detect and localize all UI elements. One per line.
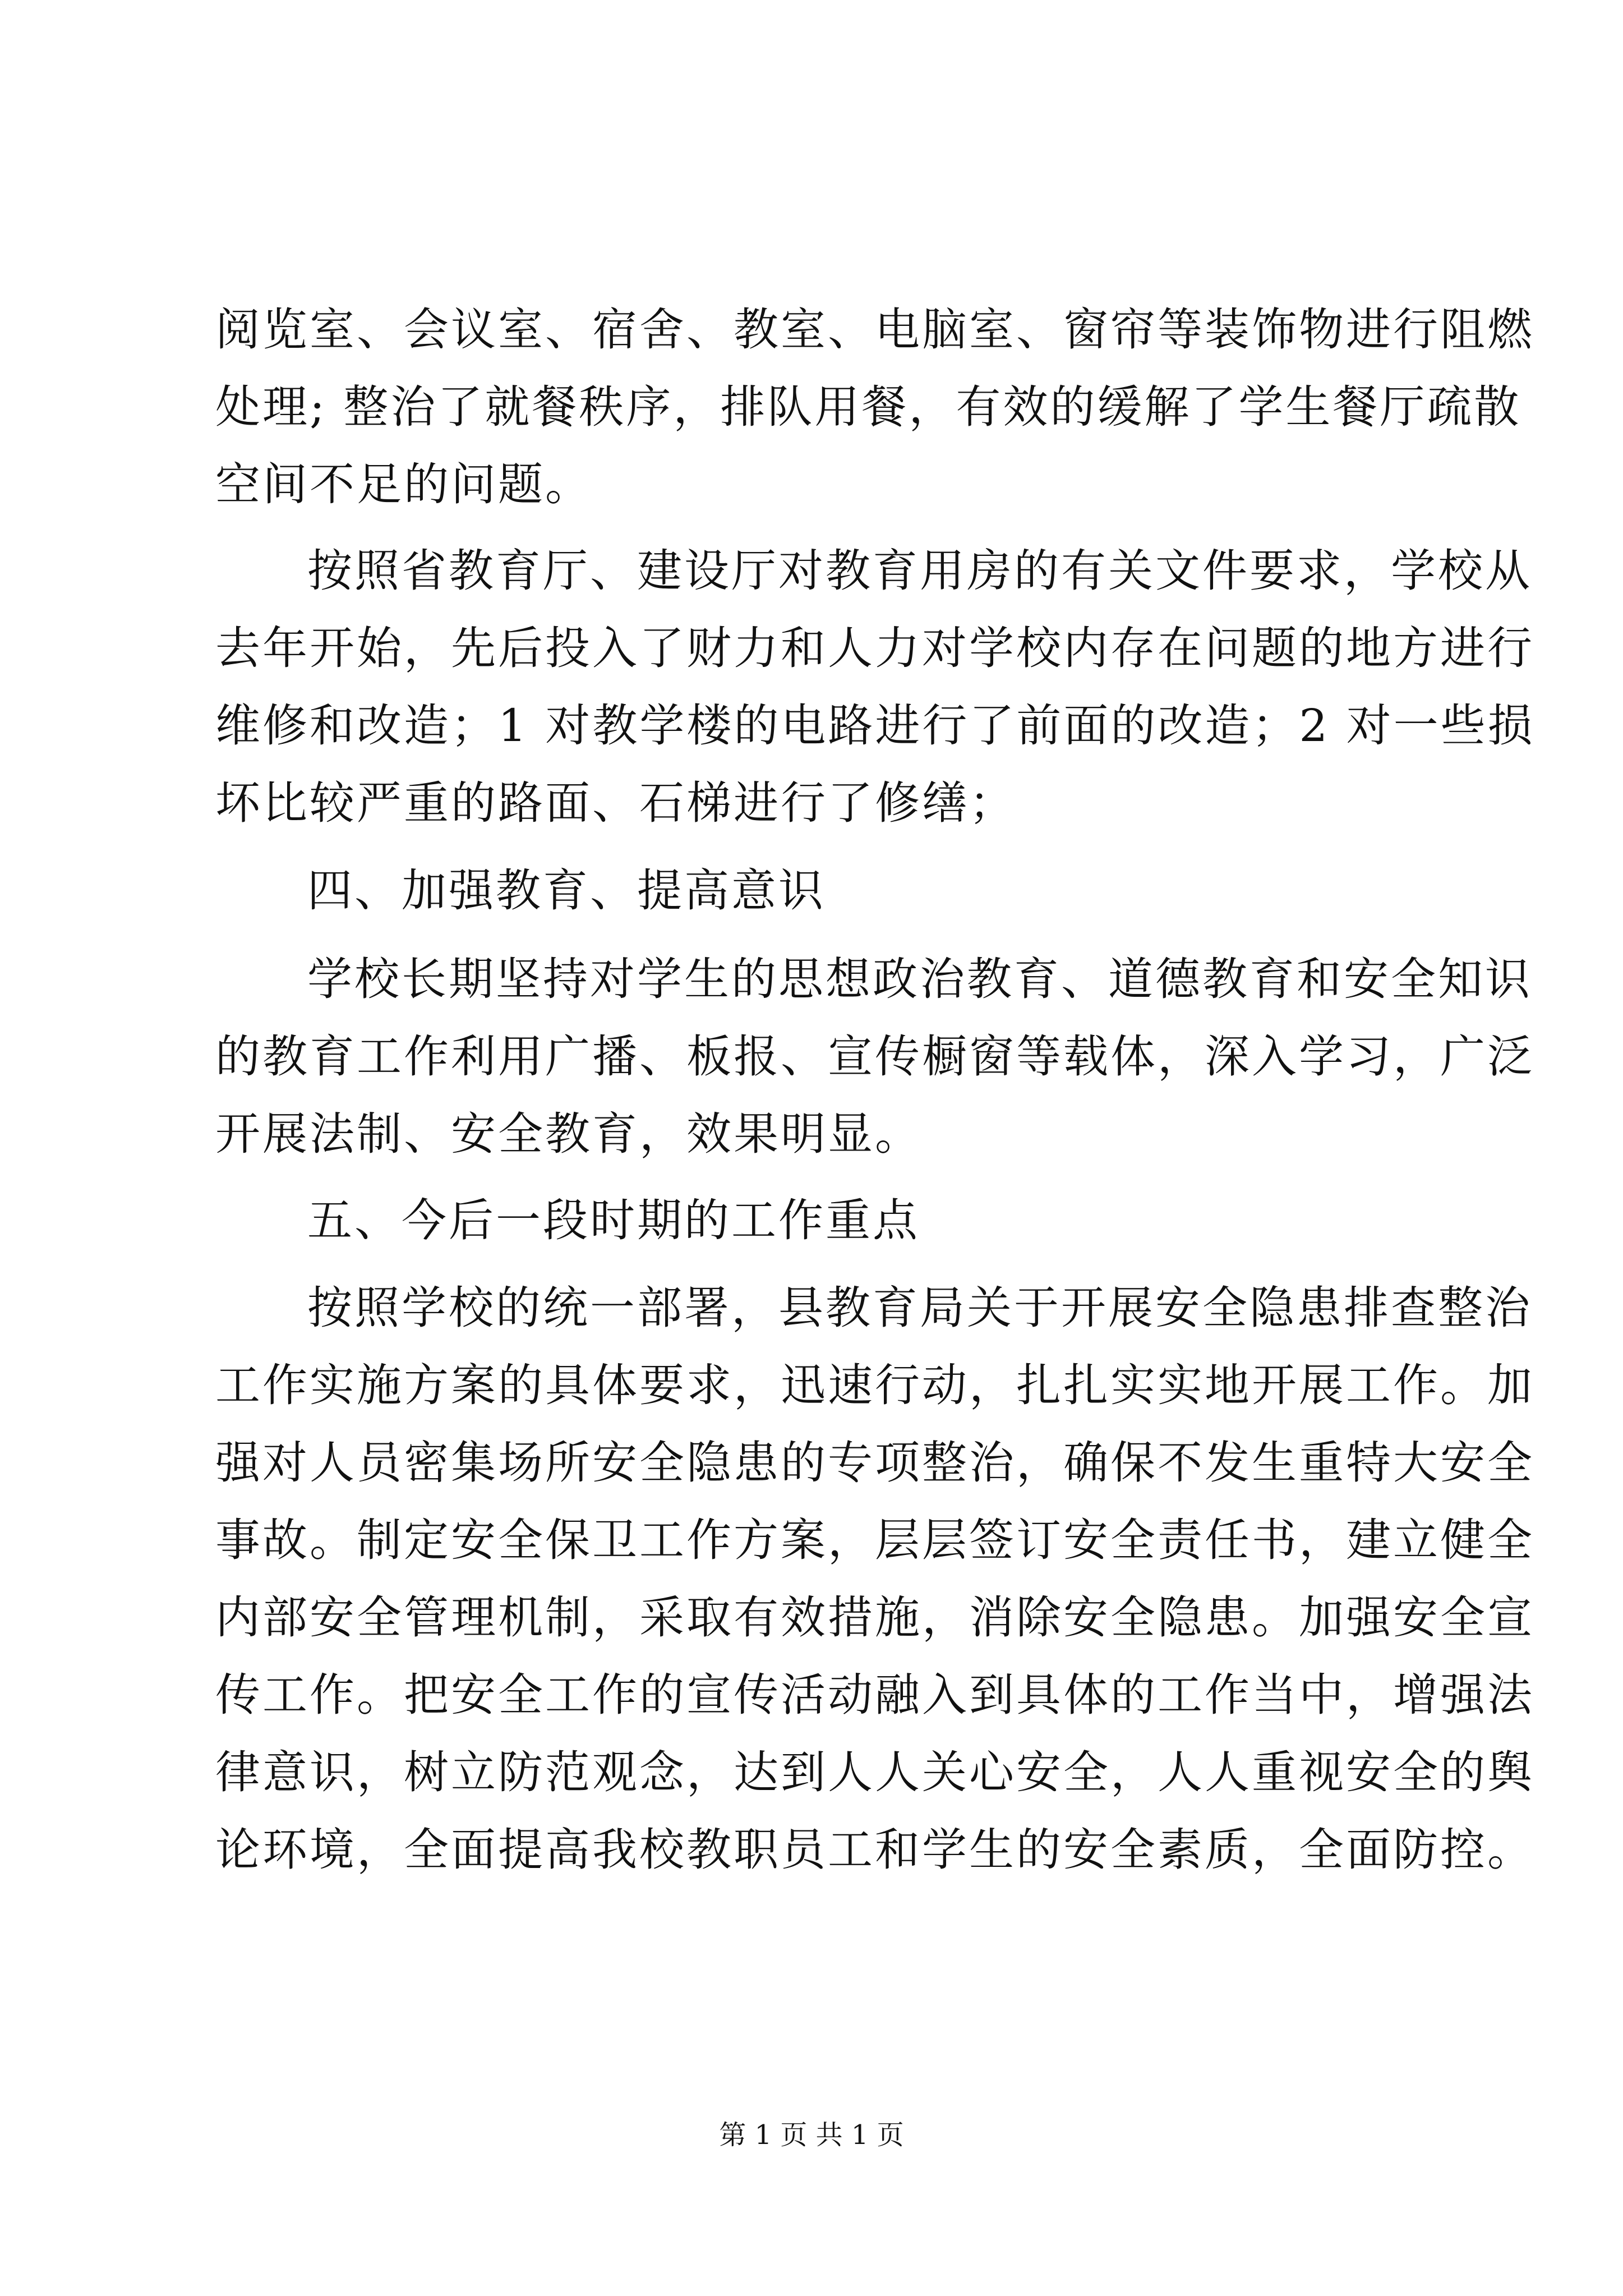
- body-line: 阅览室、会议室、宿舍、教室、电脑室、窗帘等装饰物进行阻燃: [215, 303, 1534, 356]
- page-number-footer: 第 1 页 共 1 页: [719, 2119, 904, 2151]
- paragraph-start-line: 按照省教育厅、建设厅对教育用房的有关文件要求，学校从: [307, 545, 1532, 597]
- body-line: 强对人员密集场所安全隐患的专项整治，确保不发生重特大安全: [215, 1437, 1534, 1489]
- section-heading: 四、加强教育、提高意识: [307, 864, 826, 917]
- body-line: 律意识，树立防范观念，达到人人关心安全，人人重视安全的舆: [215, 1746, 1534, 1798]
- paragraph-start-line: 学校长期坚持对学生的思想政治教育、道德教育和安全知识: [307, 953, 1532, 1005]
- body-line: 坏比较严重的路面、石梯进行了修缮；: [215, 777, 1016, 829]
- body-line: 论环境，全面提高我校教职员工和学生的安全素质，全面防控。: [215, 1824, 1534, 1876]
- body-line: 空间不足的问题。: [215, 458, 592, 510]
- paragraph-start-line: 按照学校的统一部署，县教育局关于开展安全隐患排查整治: [307, 1282, 1532, 1334]
- body-line: 工作实施方案的具体要求，迅速行动，扎扎实实地开展工作。加: [215, 1359, 1534, 1411]
- body-line: 内部安全管理机制，采取有效措施，消除安全隐患。加强安全宣: [215, 1591, 1534, 1644]
- body-line: 的教育工作利用广播、板报、宣传橱窗等载体，深入学习，广泛: [215, 1030, 1534, 1083]
- body-line: 传工作。把安全工作的宣传活动融入到具体的工作当中，增强法: [215, 1669, 1534, 1721]
- body-line: 事故。制定安全保卫工作方案，层层签订安全责任书，建立健全: [215, 1514, 1534, 1566]
- body-line: 开展法制、安全教育，效果明显。: [215, 1108, 922, 1160]
- body-line: 维修和改造；1 对教学楼的电路进行了前面的改造；2 对一些损: [215, 700, 1535, 752]
- body-line: 去年开始，先后投入了财力和人力对学校内存在问题的地方进行: [215, 622, 1534, 674]
- body-line: 处理; 整治了就餐秩序，排队用餐，有效的缓解了学生餐厅疏散: [215, 381, 1521, 433]
- section-heading: 五、今后一段时期的工作重点: [307, 1194, 920, 1246]
